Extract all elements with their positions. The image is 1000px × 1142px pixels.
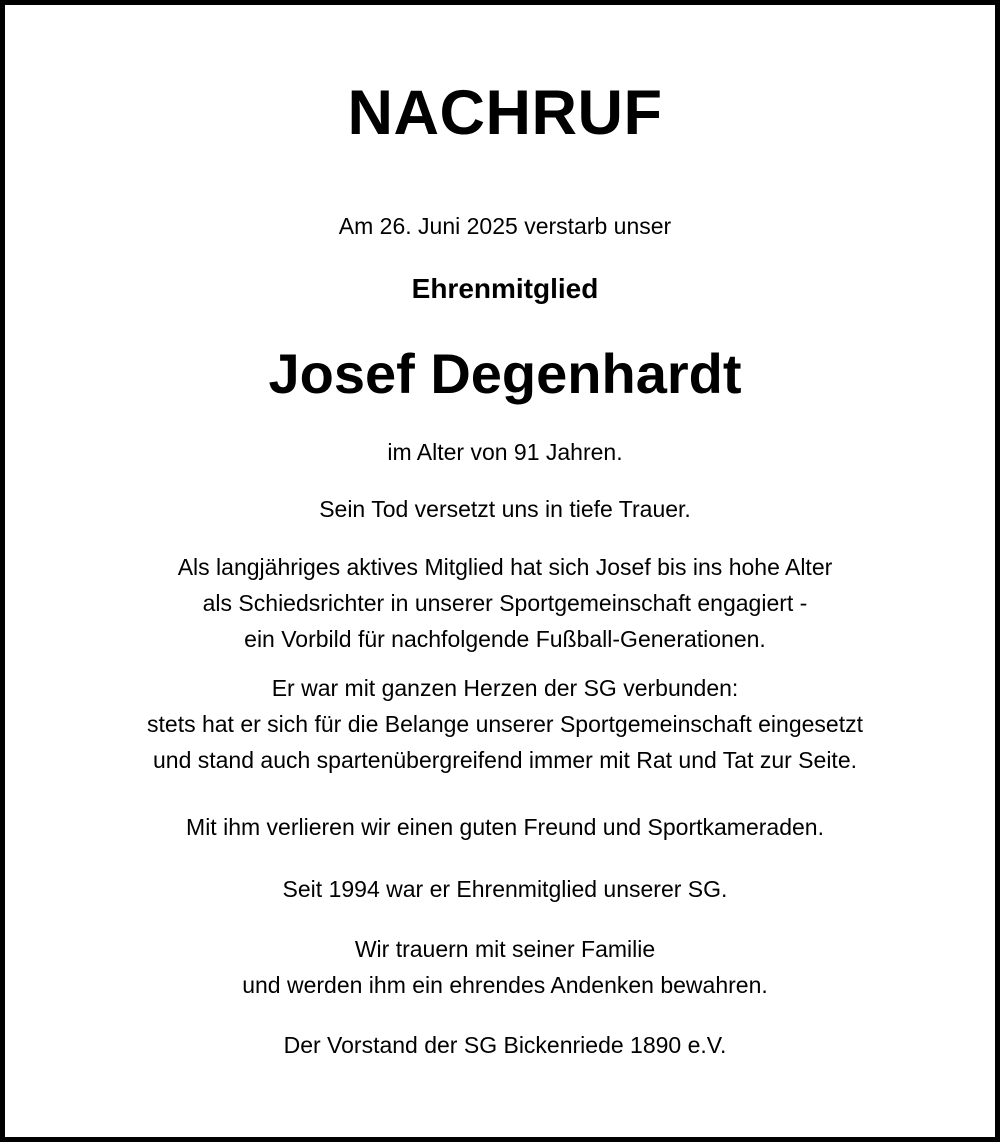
deceased-role: Ehrenmitglied [411,273,599,304]
paragraph-line: Als langjähriges aktives Mitglied hat sich Josef bis ins hohe Alter [177,554,833,580]
paragraph-engagement [5,549,1000,657]
paragraph-line: und stand auch spartenübergreifend immer mit Rat und Tat zur Seite. [152,747,857,773]
grief-text: Sein Tod versetzt uns in tiefe Trauer. [319,496,691,522]
signature-text: Der Vorstand der SG Bickenriede 1890 e.V. [283,1032,727,1058]
paragraph-line: Wir trauern mit seiner Familie [354,936,656,962]
paragraph-line: ein Vorbild für nachfolgende Fußball-Generationen. [244,626,766,652]
intro-text: Am 26. Juni 2025 verstarb unser [338,213,672,239]
paragraph-line: Er war mit ganzen Herzen der SG verbunden: [271,675,739,701]
age-text: im Alter von 91 Jahren. [387,439,623,465]
honorary-text: Seit 1994 war er Ehrenmitglied unserer SG. [282,876,728,902]
friend-text: Mit ihm verlieren wir einen guten Freund und Sportkameraden. [186,814,824,840]
paragraph-line: und werden ihm ein ehrendes Andenken bewahren. [242,972,768,998]
notice-title: NACHRUF [347,78,663,148]
paragraph-line: stets hat er sich für die Belange unserer Sportgemeinschaft eingesetzt [147,711,863,737]
paragraph-closing [5,931,1000,1003]
deceased-name: Josef Degenhardt [268,342,742,405]
paragraph-dedication [5,670,1000,778]
paragraph-line: als Schiedsrichter in unserer Sportgemeinschaft engagiert - [202,590,808,616]
